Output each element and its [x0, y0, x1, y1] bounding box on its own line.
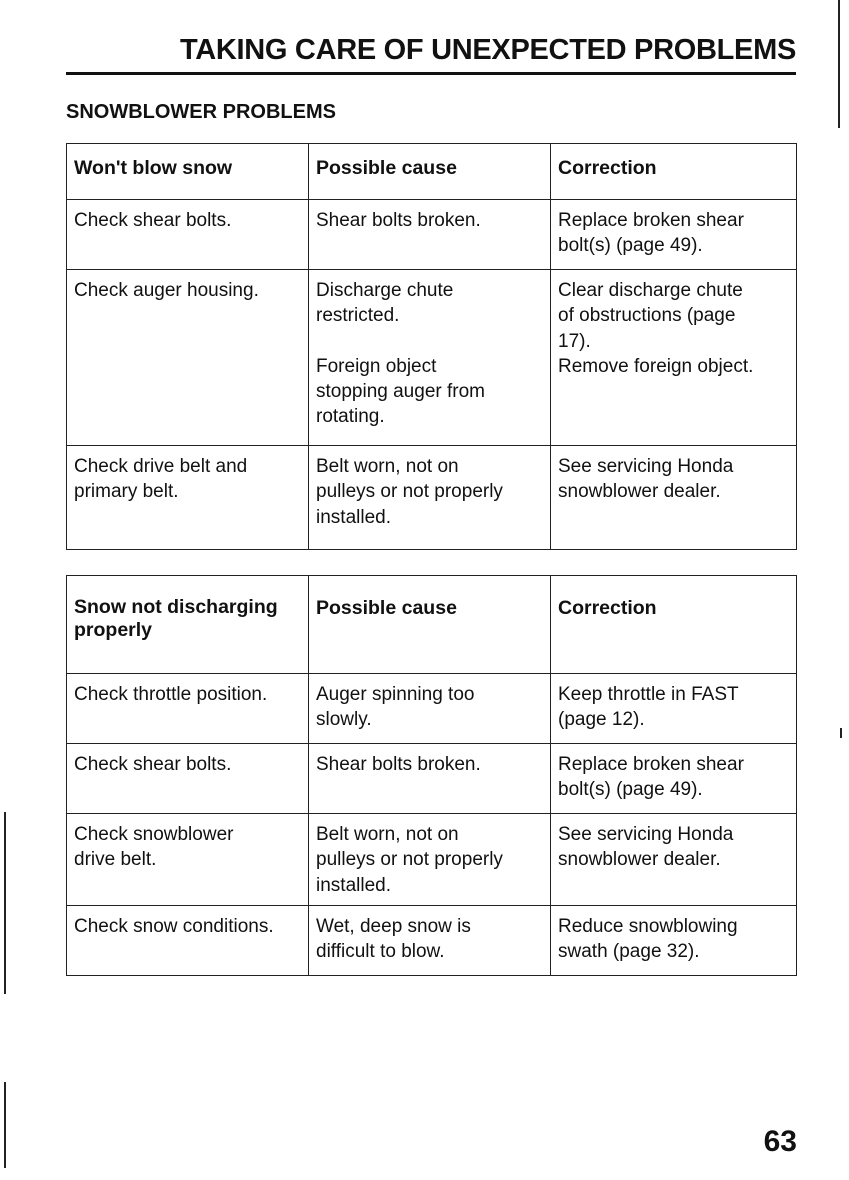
correction-cell: Clear discharge chute of obstructions (page 17). Remove foreign object.	[551, 270, 797, 446]
correction-cell: See servicing Honda snowblower dealer.	[551, 814, 797, 906]
table-row	[67, 814, 797, 906]
check-cell: Check shear bolts.	[67, 744, 309, 814]
left-margin-line-lower	[4, 1082, 6, 1168]
correction-cell: Reduce snowblowing swath (page 32).	[551, 906, 797, 976]
check-cell: Check throttle position.	[67, 674, 309, 744]
right-margin-line	[838, 0, 840, 128]
cause-header: Possible cause	[309, 144, 551, 200]
snow-not-discharging-table	[66, 575, 797, 976]
correction-header: Correction	[551, 144, 797, 200]
table-row	[67, 744, 797, 814]
cause-cell: Belt worn, not on pulleys or not properly installed.	[309, 814, 551, 906]
correction-header: Correction	[551, 576, 797, 674]
check-cell: Check drive belt and primary belt.	[67, 446, 309, 550]
cause-cell: Shear bolts broken.	[309, 200, 551, 270]
page-number: 63	[763, 1125, 797, 1158]
correction-cell: Replace broken shear bolt(s) (page 49).	[551, 200, 797, 270]
left-margin-line	[4, 812, 6, 994]
symptom-header: Snow not discharging properly	[67, 576, 309, 674]
cause-cell: Wet, deep snow is difficult to blow.	[309, 906, 551, 976]
correction-cell: See servicing Honda snowblower dealer.	[551, 446, 797, 550]
symptom-header: Won't blow snow	[67, 144, 309, 200]
cause-cell: Discharge chute restricted. Foreign object stopping auger from rotating.	[309, 270, 551, 446]
right-margin-mark	[840, 728, 842, 738]
wont-blow-snow-table	[66, 143, 797, 550]
table-row	[67, 446, 797, 550]
title-rule	[66, 72, 796, 75]
section-heading: SNOWBLOWER PROBLEMS	[66, 101, 336, 123]
cause-cell: Auger spinning too slowly.	[309, 674, 551, 744]
page-title: TAKING CARE OF UNEXPECTED PROBLEMS	[179, 34, 796, 66]
correction-cell: Replace broken shear bolt(s) (page 49).	[551, 744, 797, 814]
check-cell: Check auger housing.	[67, 270, 309, 446]
table-row	[67, 270, 797, 446]
table-header-row	[67, 576, 797, 674]
correction-cell: Keep throttle in FAST (page 12).	[551, 674, 797, 744]
check-cell: Check snowblower drive belt.	[67, 814, 309, 906]
table-row	[67, 674, 797, 744]
table-row	[67, 906, 797, 976]
table-row	[67, 200, 797, 270]
check-cell: Check snow conditions.	[67, 906, 309, 976]
cause-cell: Belt worn, not on pulleys or not properly installed.	[309, 446, 551, 550]
table-header-row	[67, 144, 797, 200]
check-cell: Check shear bolts.	[67, 200, 309, 270]
cause-header: Possible cause	[309, 576, 551, 674]
cause-cell: Shear bolts broken.	[309, 744, 551, 814]
